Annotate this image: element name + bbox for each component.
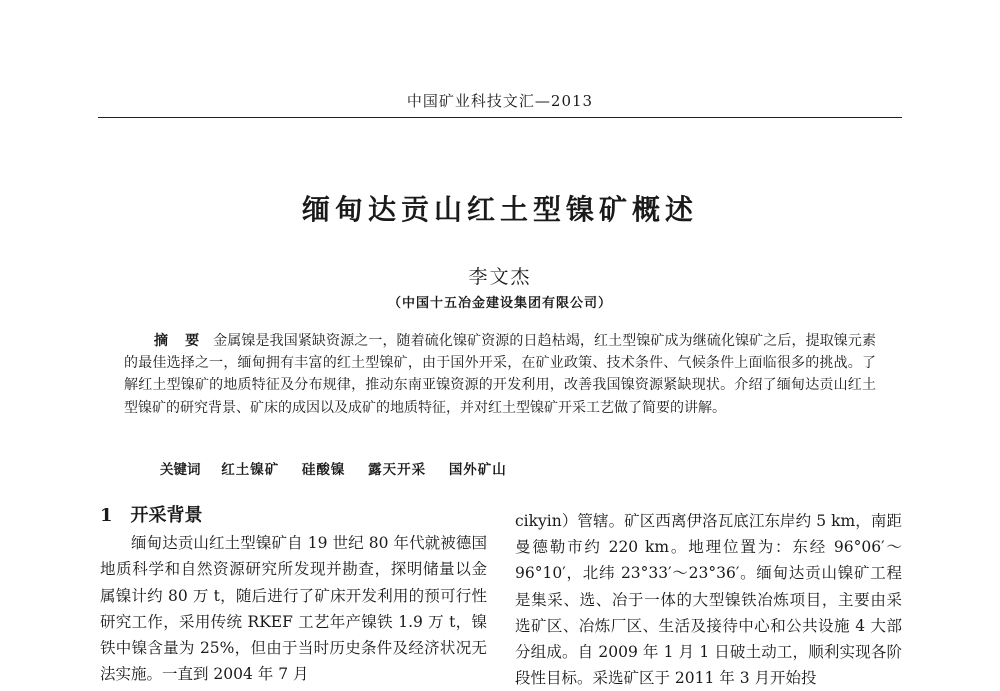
- section-number: 1: [100, 505, 113, 526]
- paper-title: 缅甸达贡山红土型镍矿概述: [301, 193, 698, 226]
- keywords: [160, 458, 880, 478]
- header-rule: [98, 117, 902, 118]
- body-paragraph: cikyin）管辖。矿区西离伊洛瓦底江东岸约 5 km，南距曼德勒市约 220 km。地理位置为：东经 96°06′～96°10′，北纬 23°33′～23°36′。缅甸达贡山镍矿工程是集采、选、冶于一体的大型镍铁冶炼项目，主要由采选矿区、冶炼厂区、生活及接待中心和公共设施 4 大部分组成。自 2009 年 1 月 1 日破土动工，顺利实现各阶段性目标。采选矿区于 2011 年 3 月开始投: [515, 512, 902, 688]
- body-column-right: [515, 508, 902, 691]
- abstract-text: 金属镍是我国紧缺资源之一，随着硫化镍矿资源的日趋枯竭，红土型镍矿成为继硫化镍矿之后，提取镍元素的最佳选择之一，缅甸拥有丰富的红土型镍矿，由于国外开采，在矿业政策、技术条件、气候条件上面临很多的挑战。了解红土型镍矿的地质特征及分布规律，推动东南亚镍资源的开发利用，改善我国镍资源紧缺现状。介绍了缅甸达贡山红土型镍矿的研究背景、矿床的成因以及成矿的地质特征，并对红土型镍矿开采工艺做了简要的讲解。: [124, 333, 877, 416]
- author-name: 李文杰: [468, 266, 532, 288]
- section-title: 开采背景: [130, 505, 203, 526]
- abstract: [124, 330, 876, 419]
- abstract-label: 摘 要: [154, 333, 206, 349]
- body-paragraph: 缅甸达贡山红土型镍矿自 19 世纪 80 年代就被德国地质科学和自然资源研究所发现并勘查，探明储量以金属镍计约 80 万 t，随后进行了矿床开发利用的预可行性研究工作，采用传统 RKEF 工艺年产镍铁 1.9 万 t，镍铁中镍含量为 25%，但由于当时历史条件及经济状况无法实施。一直到 2004 年 7 月: [100, 534, 487, 684]
- keyword-item: 硅酸镍: [301, 462, 346, 478]
- keyword-item: 露天开采: [368, 462, 427, 478]
- body-column-left: [100, 503, 487, 687]
- keyword-item: 红土镍矿: [221, 462, 280, 478]
- keywords-label: 关键词: [160, 462, 201, 478]
- running-header: 中国矿业科技文汇—2013: [406, 92, 594, 110]
- author-affiliation: （中国十五冶金建设集团有限公司）: [387, 296, 612, 311]
- keyword-item: 国外矿山: [448, 462, 507, 478]
- section-heading: [100, 503, 487, 529]
